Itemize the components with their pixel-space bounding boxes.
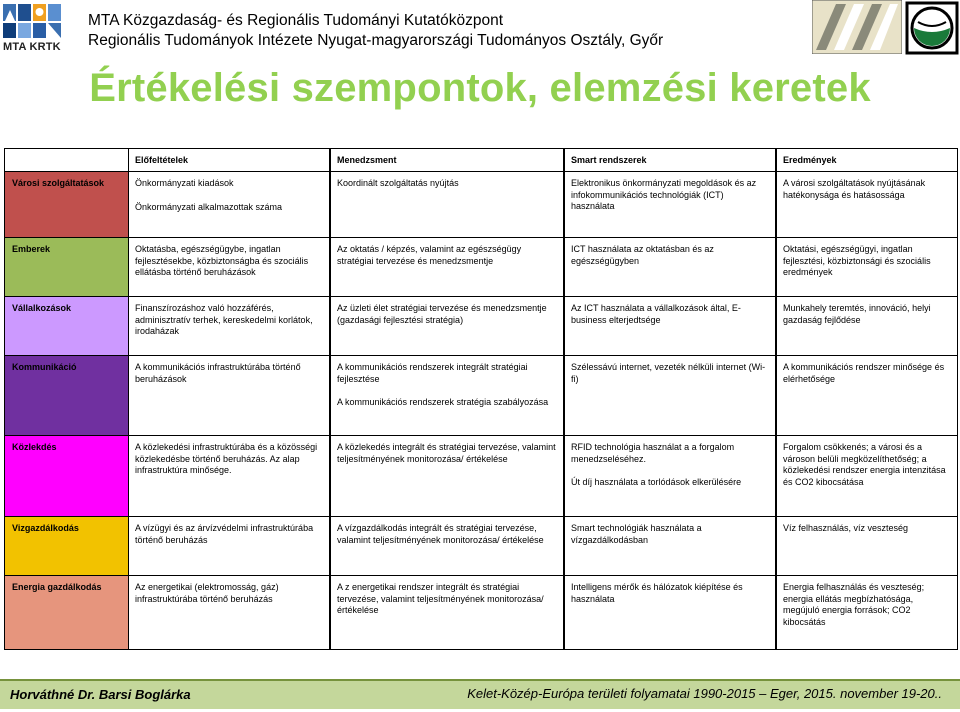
table-cell xyxy=(777,238,957,279)
institute-name: MTA Közgazdaság- és Regionális Tudományi Kutatóközpont xyxy=(88,12,504,29)
table-cell xyxy=(777,436,957,488)
cell-text: Forgalom csökkenés; a városi és a városon belüli megközelíthetőség; a közlekedési rendszer energia intenzitása és CO2 kibocsátása xyxy=(783,442,946,487)
divider xyxy=(5,516,957,517)
cell-text: Út díj használata a torlódások elkerülésére xyxy=(571,477,742,488)
divider xyxy=(775,149,777,649)
row-label-water-management: Vizgazdálkodás xyxy=(5,517,128,575)
table-cell xyxy=(777,517,957,535)
university-logo-icon xyxy=(812,0,902,54)
table-cell xyxy=(129,172,329,213)
cell-text: A vízügyi és az árvízvédelmi infrastruktúrába történő beruházás xyxy=(135,523,314,545)
table-cell xyxy=(565,517,775,546)
table-row xyxy=(5,356,957,435)
table-cell xyxy=(129,297,329,338)
divider xyxy=(5,296,957,297)
row-label-businesses: Vállalkozások xyxy=(5,297,128,355)
cell-text: A közlekedés integrált és stratégiai tervezése, valamint teljesítményének monitorozása/ értékelése xyxy=(337,442,556,464)
cell-text: Az üzleti élet stratégiai tervezése és menedzsmentje (gazdasági fejlesztési stratégia) xyxy=(337,303,547,325)
table-cell xyxy=(777,356,957,385)
table-cell xyxy=(129,576,329,605)
table-row xyxy=(5,238,957,296)
cell-text: Önkormányzati alkalmazottak száma xyxy=(135,201,283,212)
cell-text: A vízgazdálkodás integrált és stratégiai tervezése, valamint teljesítményének monitorozása/ értékelése xyxy=(337,523,544,545)
table-cell xyxy=(331,297,563,326)
table-cell xyxy=(129,436,329,477)
event-info: Kelet-Közép-Európa területi folyamatai 1990-2015 – Eger, 2015. november 19-20.. xyxy=(467,686,942,701)
cell-text: A kommunikációs rendszer minősége és elérhetősége xyxy=(783,362,945,384)
round-emblem-icon xyxy=(904,0,960,56)
table-cell xyxy=(777,576,957,628)
evaluation-table xyxy=(4,148,958,650)
cell-text: A kommunikációs rendszerek integrált stratégiai fejlesztése xyxy=(337,362,528,384)
cell-text: A kommunikációs infrastruktúrába történő beruházások xyxy=(135,362,301,384)
footer-bar xyxy=(0,679,960,709)
cell-text: A városi szolgáltatások nyújtásának hatékonysága és hatásossága xyxy=(783,178,926,200)
table-row xyxy=(5,172,957,237)
divider xyxy=(5,575,957,576)
cell-text: Elektronikus önkormányzati megoldások és az infokommunikációs technológiák (ICT) használata xyxy=(571,178,757,212)
cell-text: Az energetikai (elektromosság, gáz) infrastruktúrába történő beruházás xyxy=(135,582,279,604)
cell-text: A z energetikai rendszer integrált és stratégiai tervezése, valamint teljesítményének monitorozása/ értékelése xyxy=(337,582,544,616)
cell-text: Oktatásba, egészségügybe, ingatlan fejlesztésekbe, közbiztonságba és szociális ellátásba történő beruházások xyxy=(135,244,309,278)
mta-logo-icon xyxy=(2,2,70,42)
table-row xyxy=(5,517,957,575)
row-label-people: Emberek xyxy=(5,238,128,296)
cell-text: RFID technológia használat a a forgalom menedzseléséhez. xyxy=(571,442,735,464)
cell-text: Az ICT használata a vállalkozások által, E-business elterjedtsége xyxy=(571,303,741,325)
divider xyxy=(5,171,957,172)
cell-text: Munkahely teremtés, innováció, helyi gazdaság fejlődése xyxy=(783,303,931,325)
row-label-energy-management: Energia gazdálkodás xyxy=(5,576,128,649)
department-name: Regionális Tudományok Intézete Nyugat-magyarországi Tudományos Osztály, Győr xyxy=(88,32,664,49)
table-cell xyxy=(565,576,775,605)
cell-text: ICT használata az oktatásban és az egészségügyben xyxy=(571,244,714,266)
table-cell xyxy=(331,517,563,546)
cell-text: A közlekedési infrastruktúrába és a közösségi közlekedésbe történő beruházás. Az alap infrastruktúra minősége. xyxy=(135,442,318,476)
divider xyxy=(5,435,957,436)
cell-text: Energia felhasználás és veszteség; energia ellátás megbízhatósága, megújuló energia források; CO2 kibocsátás xyxy=(783,582,925,627)
divider xyxy=(563,149,565,649)
table-cell xyxy=(565,436,775,489)
column-header-prerequisites: Előfeltételek xyxy=(135,155,189,165)
cell-text: Oktatási, egészségügyi, ingatlan fejlesztési, közbiztonsági és szociális eredmények xyxy=(783,244,931,278)
table-cell xyxy=(129,238,329,279)
table-cell xyxy=(565,238,775,267)
table-cell xyxy=(331,356,563,409)
divider xyxy=(329,149,331,649)
table-cell xyxy=(565,356,775,385)
cell-text: Intelligens mérők és hálózatok kiépítése és használata xyxy=(571,582,743,604)
table-row xyxy=(5,436,957,516)
table-cell xyxy=(331,436,563,465)
table-cell xyxy=(129,356,329,385)
cell-text: Az oktatás / képzés, valamint az egészségügy stratégiai tervezése és menedzsmentje xyxy=(337,244,522,266)
cell-text: A kommunikációs rendszerek stratégia szabályozása xyxy=(337,397,549,408)
cell-text: Finanszírozáshoz való hozzáférés, adminisztratív terhek, kereskedelmi korlátok, irodaházak xyxy=(135,303,313,337)
cell-text: Koordinált szolgáltatás nyújtás xyxy=(337,178,459,188)
author-name: Horváthné Dr. Barsi Boglárka xyxy=(10,687,191,702)
table-row xyxy=(5,576,957,649)
cell-text: Smart technológiák használata a vízgazdálkodásban xyxy=(571,523,702,545)
cell-text: Víz felhasználás, víz veszteség xyxy=(783,523,909,533)
mta-krtk-logo xyxy=(2,2,72,54)
table-cell xyxy=(331,576,563,617)
cell-text: Önkormányzati kiadások xyxy=(135,178,234,188)
table-cell xyxy=(331,172,563,190)
table-cell xyxy=(331,238,563,267)
table-cell xyxy=(129,517,329,546)
column-header-management: Menedzsment xyxy=(337,155,397,165)
table-cell xyxy=(565,172,775,213)
table-cell xyxy=(565,297,775,326)
table-cell xyxy=(777,297,957,326)
table-cell xyxy=(777,172,957,201)
logo-text: MTA KRTK xyxy=(3,41,61,53)
row-label-urban-services: Városi szolgáltatások xyxy=(5,172,128,237)
table-row xyxy=(5,297,957,355)
page-title: Értékelési szempontok, elemzési keretek xyxy=(89,66,871,110)
row-label-communication: Kommunikáció xyxy=(5,356,128,435)
cell-text: Szélessávú internet, vezeték nélküli internet (Wi-fi) xyxy=(571,362,766,384)
divider xyxy=(128,149,129,649)
column-header-smart-systems: Smart rendszerek xyxy=(571,155,647,165)
row-label-transport: Közlekdés xyxy=(5,436,128,516)
divider xyxy=(5,237,957,238)
column-header-results: Eredmények xyxy=(783,155,837,165)
divider xyxy=(5,355,957,356)
